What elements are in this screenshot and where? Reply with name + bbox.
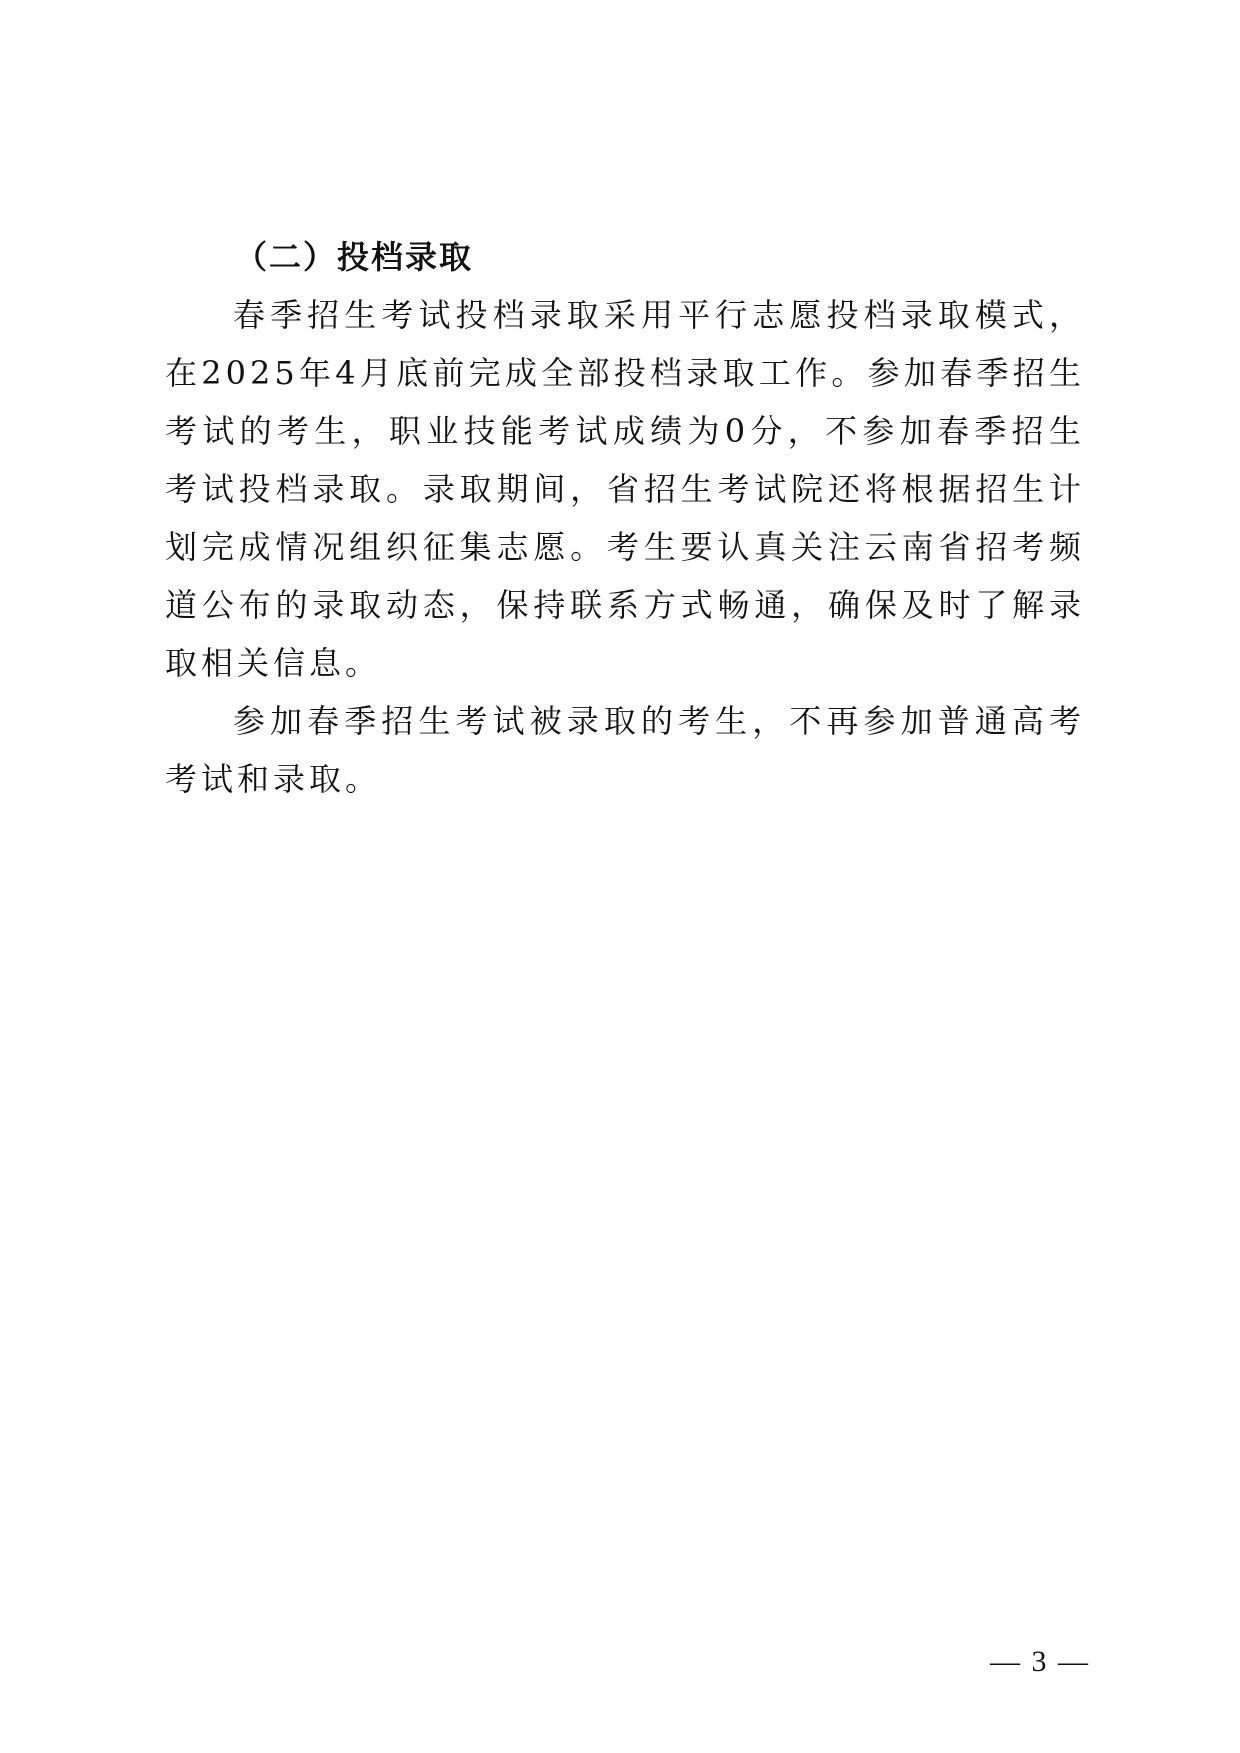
page-number: — 3 — [990, 1645, 1090, 1678]
section-heading: （二）投档录取 [235, 238, 474, 276]
document-body [165, 228, 1085, 808]
paragraph-admission-note: 参加春季招生考试被录取的考生，不再参加普通高考考试和录取。 [165, 702, 1085, 798]
paragraph-admission-procedure: 春季招生考试投档录取采用平行志愿投档录取模式，在2025年4月底前完成全部投档录取工作。参加春季招生考试的考生，职业技能考试成绩为0分，不参加春季招生考试投档录取。录取期间，省招生考试院还将根据招生计划完成情况组织征集志愿。考生要认真关注云南省招考频道公布的录取动态，保持联系方式畅通，确保及时了解录取相关信息。 [165, 296, 1085, 682]
